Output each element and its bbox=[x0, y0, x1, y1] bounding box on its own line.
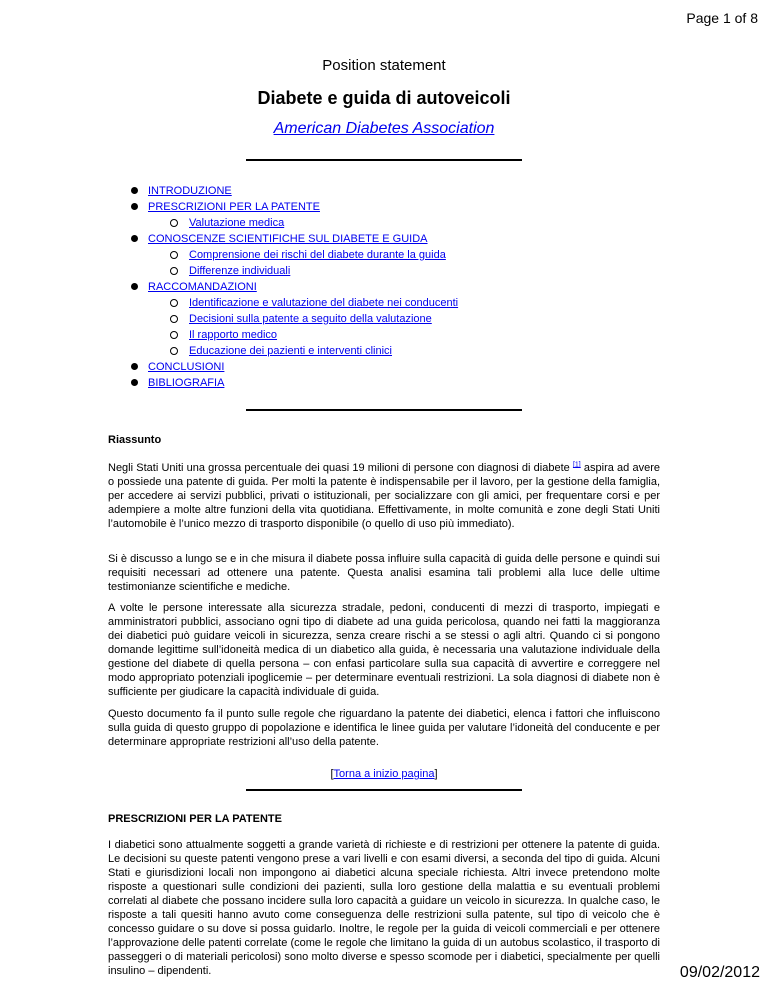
toc-sublink[interactable]: Decisioni sulla patente a seguito della valutazione bbox=[189, 313, 432, 325]
author-link[interactable]: American Diabetes Association bbox=[273, 120, 495, 137]
toc-sublink[interactable]: Il rapporto medico bbox=[189, 329, 278, 341]
summary-paragraph-3: A volte le persone interessate alla sicurezza stradale, pedoni, conducenti di mezzi di trasporto, impiegati e amministratori pubblici, associano ogni tipo di diabete ad una guida pericolosa, quando nei fatti la maggioranza dei diabetici può guidare veicoli in sicurezza, senza creare rischi a se stessi o agli altri. Quando ci si pongono domande legittime sull’idoneità medica di un diabetico alla guida, è necessaria una valutazione individuale della gestione del diabete di quella persona – con enfasi particolare sulla sua capacità di avvertire e correggere nel modo appropriato potenziali ipoglicemie – per determinare eventuali restrizioni. La sola diagnosi di diabete non è sufficiente per giudicare la capacità individuale di guida. bbox=[108, 602, 660, 698]
toc-sublink[interactable]: Valutazione medica bbox=[189, 217, 285, 229]
toc-link[interactable]: INTRODUZIONE bbox=[148, 185, 232, 197]
toc-sublink[interactable]: Differenze individuali bbox=[189, 265, 291, 277]
toc-link[interactable]: CONOSCENZE SCIENTIFICHE SUL DIABETE E GUIDA bbox=[148, 233, 428, 245]
toc-item bbox=[131, 231, 458, 279]
page-number: Page 1 of 8 bbox=[686, 10, 758, 26]
toc-item bbox=[131, 183, 458, 199]
toc-subitem bbox=[148, 295, 458, 311]
back-to-top-link[interactable]: Torna a inizio pagina bbox=[333, 768, 435, 780]
table-of-contents bbox=[131, 183, 458, 391]
toc-link[interactable]: BIBLIOGRAFIA bbox=[148, 377, 225, 389]
summary-paragraph-4: Questo documento fa il punto sulle regole che riguardano la patente dei diabetici, elenca i fattori che influiscono sulla guida di questo gruppo di popolazione e identifica le linee guida per valutare l’idoneità del conducente e per determinare appropriate restrizioni all’uso della patente. bbox=[108, 708, 660, 748]
toc-item bbox=[131, 375, 458, 391]
section-paragraph: I diabetici sono attualmente soggetti a grande varietà di richieste e di restrizioni per ottenere la patente di guida. Le decisioni su queste patenti vengono prese a vari livelli e con esami diversi, a seconda del tipo di guida. Alcuni Stati e giurisdizioni locali non impongono ai diabetici alcuna speciale richiesta. Altri invece pretendono molte risposte a questionari sulle condizioni dei pazienti, sulla loro gestione della malattia e su eventuali problemi correlati al diabete che possano incidere sulla loro capacità a guidare un veicolo in sicurezza. In qualche caso, le risposte a tali quesiti hanno avuto come conseguenza delle restrizioni sulla patente, sul tipo di veicolo che è concesso guidare o su dove si possa guidarlo. Inoltre, le regole per la guida di veicoli commerciali e per ottenere l’approvazione delle patenti correlate (come le regole che limitano la guida di un autobus scolastico, il trasporto di passeggeri o di materiali pericolosi) sono molto diverse e spesso scomode per i diabetici, specialmente per quelli insulino – dipendenti. bbox=[108, 839, 660, 977]
divider bbox=[246, 409, 522, 411]
section-heading: PRESCRIZIONI PER LA PATENTE bbox=[108, 813, 282, 825]
toc-subitem bbox=[148, 343, 458, 359]
page-title: Diabete e guida di autoveicoli bbox=[257, 88, 511, 108]
toc-item bbox=[131, 279, 458, 359]
toc-subitem bbox=[148, 247, 458, 263]
toc-link[interactable]: RACCOMANDAZIONI bbox=[148, 281, 257, 293]
toc-subitem bbox=[148, 215, 458, 231]
toc-link[interactable]: PRESCRIZIONI PER LA PATENTE bbox=[148, 201, 320, 213]
toc-item bbox=[131, 199, 458, 231]
toc-link[interactable]: CONCLUSIONI bbox=[148, 361, 225, 373]
author-link-wrap bbox=[0, 120, 768, 138]
toc-sublink[interactable]: Identificazione e valutazione del diabete nei conducenti bbox=[189, 297, 459, 309]
summary-paragraph-2: Si è discusso a lungo se e in che misura il diabete possa influire sulla capacità di guida delle persone e quindi sui requisiti necessari ad ottenere una patente. Questa analisi esamina tali problemi alla luce delle ultime testimonianze scientifiche e mediche. bbox=[108, 553, 660, 593]
back-to-top: [Torna a inizio pagina] bbox=[330, 768, 438, 780]
toc-sublink[interactable]: Comprensione dei rischi del diabete durante la guida bbox=[189, 249, 446, 261]
toc-item bbox=[131, 359, 458, 375]
toc-subitem bbox=[148, 327, 458, 343]
divider bbox=[246, 789, 522, 791]
toc-subitem bbox=[148, 263, 458, 279]
document-type-label: Position statement bbox=[322, 57, 446, 74]
reference-link[interactable]: [1] bbox=[572, 461, 581, 469]
print-date: 09/02/2012 bbox=[679, 964, 760, 981]
toc-sublink[interactable]: Educazione dei pazienti e interventi clinici bbox=[189, 345, 393, 357]
toc-subitem bbox=[148, 311, 458, 327]
summary-heading: Riassunto bbox=[108, 434, 162, 446]
summary-paragraph-1: Negli Stati Uniti una grossa percentuale dei quasi 19 milioni di persone con diagnosi di diabete [1] aspira ad avere o possiede una patente di guida. Per molti la patente è indispensabile per il lavoro, per la gestione della famiglia, per accedere ai servizi pubblici, privati o istituzionali, per socializzare con gli amici, per frequentare corsi e per adempiere a molte altre funzioni della vita quotidiana. Effettivamente, in molte comunità e zone degli Stati Uniti l’automobile è l’unico mezzo di trasporto disponibile (o quello di uso più immediato). bbox=[108, 461, 660, 530]
divider bbox=[246, 159, 522, 161]
